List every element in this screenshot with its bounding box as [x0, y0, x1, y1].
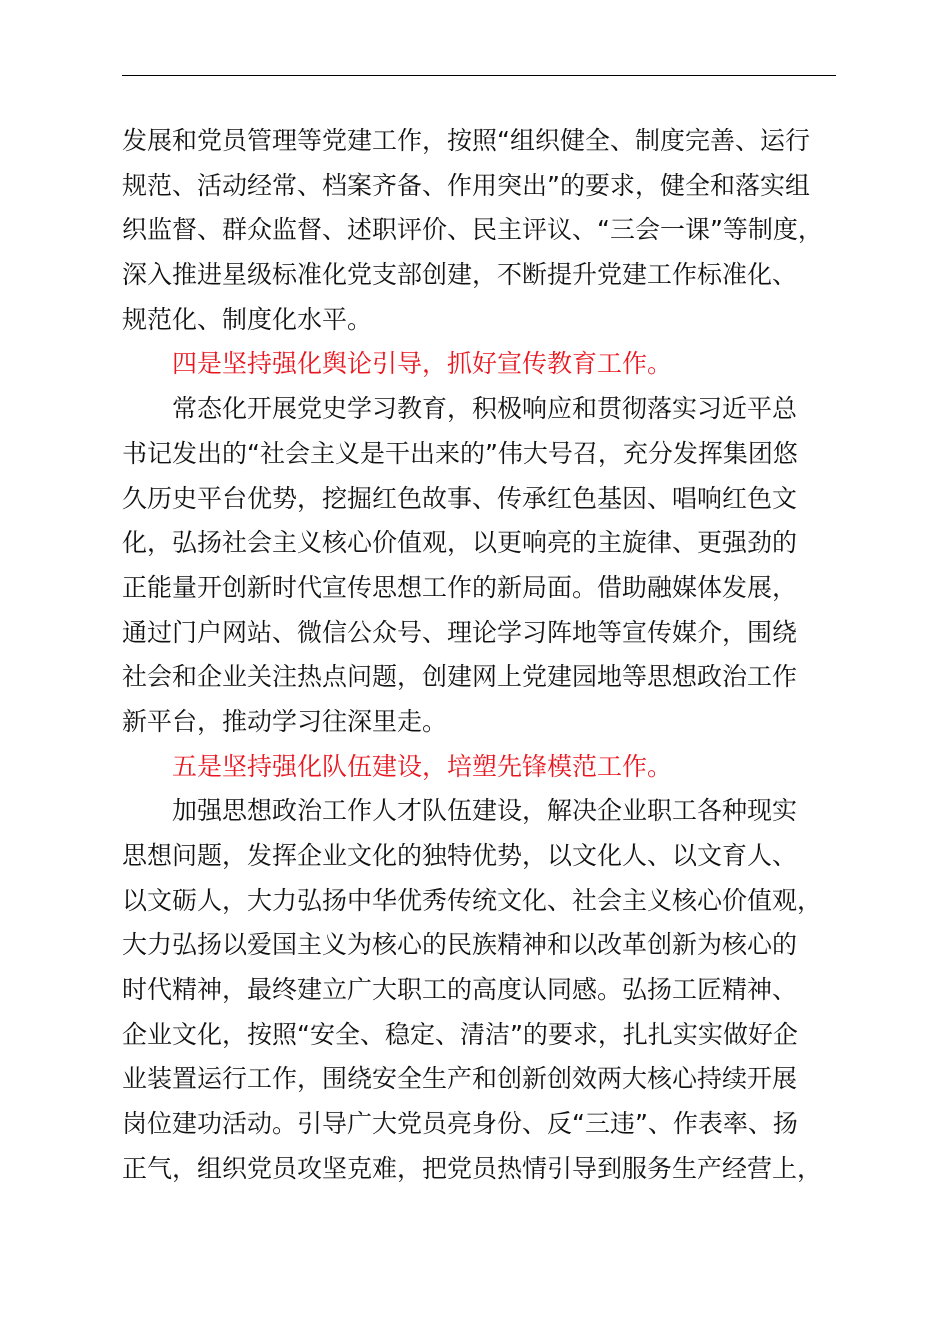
paragraph-publicity-education — [122, 387, 862, 745]
text-line: 业装置运行工作，围绕安全生产和创新创效两大核心持续开展 — [122, 1064, 798, 1094]
text-line: 发展和党员管理等党建工作，按照“组织健全、制度完善、运行 — [122, 126, 810, 155]
text-line: 以文砺人，大力弘扬中华优秀传统文化、社会主义核心价值观， — [122, 885, 823, 915]
text-line: 规范、活动经常、档案齐备、作用突出”的要求，健全和落实组 — [122, 170, 810, 200]
text-line: 岗位建功活动。引导广大党员亮身份、反“三违”、作表率、扬 — [122, 1109, 798, 1139]
text-line: 通过门户网站、微信公众号、理论学习阵地等宣传媒介，围绕 — [122, 617, 798, 647]
text-line: 常态化开展党史学习教育，积极响应和贯彻落实习近平总 — [172, 394, 798, 424]
text-line: 企业文化，按照“安全、稳定、清洁”的要求，扎扎实实做好企 — [122, 1019, 798, 1049]
text-line: 加强思想政治工作人才队伍建设，解决企业职工各种现实 — [172, 796, 798, 826]
section-heading-four: 四是坚持强化舆论引导，抓好宣传教育工作。 — [172, 349, 673, 379]
text-line: 社会和企业关注热点问题，创建网上党建园地等思想政治工作 — [122, 662, 798, 692]
text-line: 新平台，推动学习往深里走。 — [122, 706, 448, 736]
text-line: 规范化、制度化水平。 — [122, 304, 373, 334]
paragraph-team-building — [122, 789, 862, 1191]
text-line: 思想问题，发挥企业文化的独特优势，以文化人、以文育人、 — [122, 841, 798, 870]
text-line: 久历史平台优势，挖掘红色故事、传承红色基因、唱响红色文 — [122, 483, 798, 513]
section-heading-five: 五是坚持强化队伍建设，培塑先锋模范工作。 — [172, 751, 673, 781]
text-line: 书记发出的“社会主义是干出来的”伟大号召，充分发挥集团悠 — [122, 438, 798, 468]
text-line: 化，弘扬社会主义核心价值观，以更响亮的主旋律、更强劲的 — [122, 528, 798, 558]
text-line: 正能量开创新时代宣传思想工作的新局面。借助融媒体发展， — [122, 572, 798, 602]
paragraph-party-building-continued — [122, 119, 862, 342]
text-line: 正气，组织党员攻坚克难，把党员热情引导到服务生产经营上， — [122, 1153, 823, 1183]
text-line: 深入推进星级标准化党支部创建，不断提升党建工作标准化、 — [122, 260, 798, 290]
document-body — [122, 119, 862, 1192]
header-rule — [122, 75, 836, 76]
text-line: 大力弘扬以爱国主义为核心的民族精神和以改革创新为核心的 — [122, 930, 798, 960]
text-line: 时代精神，最终建立广大职工的高度认同感。弘扬工匠精神、 — [122, 975, 798, 1005]
text-line: 织监督、群众监督、述职评价、民主评议、“三会一课”等制度， — [122, 215, 823, 245]
